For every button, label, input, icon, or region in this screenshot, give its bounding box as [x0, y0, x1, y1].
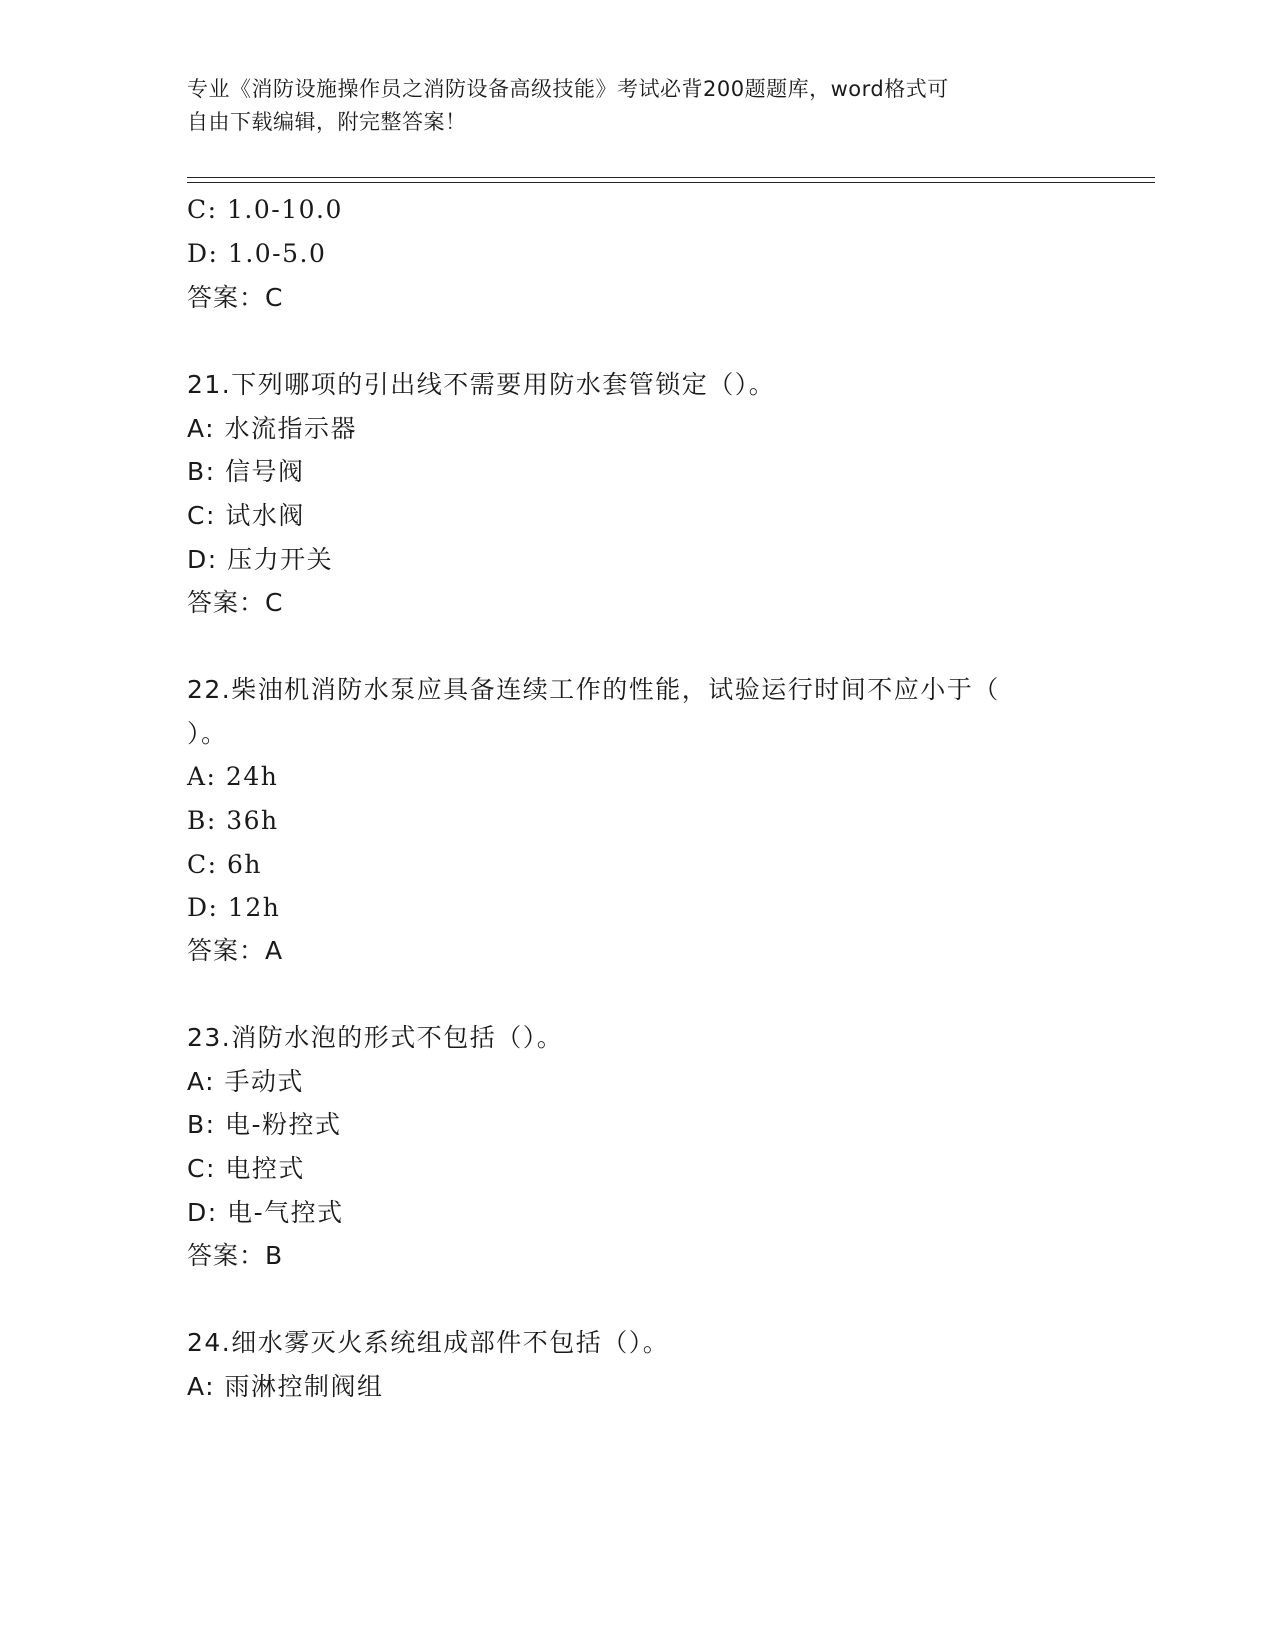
q22-option-b: B: 36h — [187, 806, 279, 835]
q23-option-d: D: 电-气控式 — [187, 1198, 344, 1227]
document-header: 专业《消防设施操作员之消防设备高级技能》考试必背200题题库，word格式可 自由下载编辑，附完整答案！ — [187, 77, 949, 134]
header-rule-bottom — [187, 182, 1155, 183]
q23-option-a: A: 手动式 — [187, 1067, 305, 1096]
q23-answer: 答案：B — [187, 1241, 284, 1270]
prev-option-c: C: 1.0-10.0 — [187, 195, 343, 224]
q22-text-line1: 22.柴油机消防水泵应具备连续工作的性能，试验运行时间不应小于（ — [187, 675, 1000, 704]
q21-option-a: A: 水流指示器 — [187, 414, 358, 443]
q21-text: 21.下列哪项的引出线不需要用防水套管锁定（）。 — [187, 370, 776, 399]
header-rule-top — [187, 177, 1155, 178]
q21-answer: 答案：C — [187, 588, 284, 617]
q21-option-d: D: 压力开关 — [187, 545, 334, 574]
q21-option-b: B: 信号阀 — [187, 457, 305, 486]
q22-text-line2: ）。 — [187, 719, 228, 748]
q22-answer: 答案：A — [187, 936, 284, 965]
prev-option-d: D: 1.0-5.0 — [187, 239, 327, 268]
q23-text: 23.消防水泡的形式不包括（）。 — [187, 1023, 564, 1052]
q23-option-b: B: 电-粉控式 — [187, 1110, 342, 1139]
q24-option-a: A: 雨淋控制阀组 — [187, 1372, 384, 1401]
q23-option-c: C: 电控式 — [187, 1154, 305, 1183]
q22-option-c: C: 6h — [187, 850, 263, 879]
q22-option-d: D: 12h — [187, 893, 281, 922]
q24-text: 24.细水雾灭火系统组成部件不包括（）。 — [187, 1328, 670, 1357]
q22-option-a: A: 24h — [187, 762, 279, 791]
prev-answer: 答案：C — [187, 283, 284, 312]
q21-option-c: C: 试水阀 — [187, 501, 305, 530]
